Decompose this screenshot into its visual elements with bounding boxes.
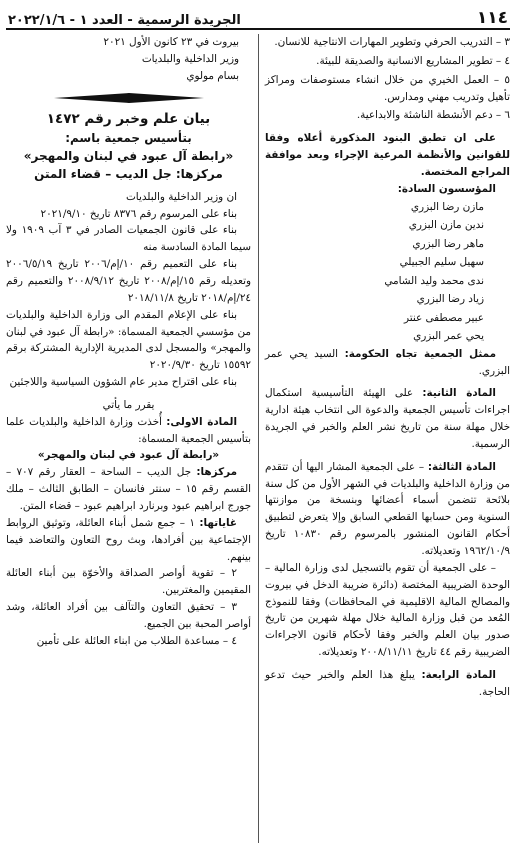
article-2-label: المادة الثانية: [422,387,496,400]
list-item: ٣ – التدريب الحرفي وتطوير المهارات الانتاجية للانسان. [274,36,510,48]
goal-item [6,515,251,566]
list-item: ٥ – العمل الخيري من خلال انشاء مستوصفات ومراكز تأهيل وتدريب مهني ومدارس. [265,73,510,103]
article-1-association-name: «رابطة آل عبود في لبنان والمهجر» [37,449,220,462]
founder-name: ندين مازن البزري [408,219,484,232]
article-3 [265,459,510,560]
founders-list [265,198,484,346]
column-divider [258,34,259,843]
article-1-text: أُخذت وزارة الداخلية والبلديات علما بتأسيس الجمعية المسماة: [6,415,251,445]
article-4-text: يبلغ هذا العلم والخبر حيث تدعو الحاجة. [265,668,510,698]
legal-basis: بناء على قانون الجمعيات الصادر في ٣ آب ١٩٠٩ ولا سيما المادة السادسة منه [6,224,251,254]
list-item: ٤ – تطوير المشاريع الانسانية والصديقة للبيئة. [316,54,510,67]
announcement-title: بيان علم وخبر رقم ١٤٧٢ [46,110,211,127]
founder-name: سهيل سليم الجبيلي [399,256,484,269]
signature-place-date: بيروت في ٢٣ كانون الأول ٢٠٢١ [103,36,239,48]
announcement-subtitle: بتأسيس جمعية باسم: [65,130,192,145]
minister-line: ان وزير الداخلية والبلديات [126,190,237,203]
founder-name: يحي عمر البزري [413,330,484,343]
page-header [6,2,510,30]
founder-name: زياد رضا البزري [416,293,484,306]
founder-name: ماهر رضا البزري [412,237,484,250]
legal-basis: بناء على اقتراح مدير عام الشؤون السياسية واللاجئين [9,376,237,389]
association-name: «رابطة آل عبود في لبنان والمهجر» [23,148,234,163]
legal-basis: بناء على التعميم رقم ١٠/إم/٢٠٠٦ تاريخ ٢٠٠٦/٥/١٩ وتعديله رقم ١٥/إم/٢٠٠٨ تاريخ ٢٠٠٨/٩/١٢ والتعميم رقم ٢٤/إم/٢٠١٨ تاريخ ٢٠١٨/١١/٨ [6,258,251,304]
seat-text: جل الديب – الساحة – العقار رقم ٧٠٧ – القسم رقم ١٥ – سنتر فانسان – الطابق الثالث – ملك جورج ابراهيم عبود وبرنارد ابراهيم عبود – قضاء المتن. [6,466,251,512]
founder-name: عبير مصطفى عنتر [403,311,484,324]
list-item: ٦ – دعم الأنشطة الناشئة والابداعية. [356,109,510,122]
association-seat: مركزها: جل الديب – قضاء المتن [34,166,223,181]
goal-item: ٣ – تحقيق التعاون والتآلف بين أفراد العائلة، وشد أواصر المحبة بين الجميع. [6,601,251,630]
left-column [6,34,251,650]
goal-text: ١ – جمع شمل أبناء العائلة، وتوثيق الروابط الإجتماعية بين أفرادها، وبث روح التعاون والتعاضد فيما بينهم. [6,516,251,563]
legal-basis: بناء على الإعلام المقدم الى وزارة الداخلية والبلديات من مؤسسي الجمعية المسماة: «رابطة آل عبود في لبنان والمهجر» والمسجل لدى المديرية الإدارية المشتركة برقم ١٥٥٩٢ تاريخ ٢٠٢٠/٩/٣٠ [6,308,251,372]
gov-representative [265,346,510,380]
diamond-ornament-icon [54,93,204,103]
article-1-label: المادة الاولى: [166,415,238,428]
gazette-title: الجريدة الرسمية - العدد ١ - ٢٠٢٢/١/٦ [8,13,241,28]
right-column [265,34,510,701]
section-ornament [54,93,204,103]
founder-name: ندى محمد وليد الشامي [384,274,484,287]
seat-label: مركزها: [196,466,238,479]
decides-heading: يقرر ما يأتي [102,398,155,411]
article-3-label: المادة الثالثة: [427,460,496,473]
founders-label: المؤسسون السادة: [397,182,496,195]
signature-block [6,34,251,85]
article-1 [6,414,251,448]
legal-basis: بناء على المرسوم رقم ٨٣٧٦ تاريخ ٢٠٢١/٩/١٠ [40,207,237,220]
founder-name: مازن رضا البزري [410,200,484,213]
goal-item: ٢ – تقوية أواصر الصداقة والأخوّة بين أبناء العائلة المقيمين والمغتربين. [6,567,251,597]
gov-rep-value: السيد يحي عمر البزري. [265,347,510,377]
article-2-text: على الهيئة التأسيسية استكمال اجراءات تأسيس الجمعية والدعوة الى انتخاب هيئة ادارية خلال مهلة سنة من تاريخ نشر العلم والخبر في الجريدة الرسمية. [265,387,510,450]
page-number: ١١٤ [476,8,508,28]
gov-rep-label: ممثل الجمعية تجاه الحكومة: [344,347,497,360]
commitment-clause: على ان تطبق البنود المذكورة أعلاه وفقا للقوانين والأنظمة المرعية الإجراء وبعد موافقة المراجع المختصة. [265,132,510,178]
article-4-label: المادة الرابعة: [421,668,496,681]
article-2 [265,385,510,452]
signature-name: بسام مولوي [186,69,239,82]
goals-label: غاياتها: [199,516,237,529]
signature-title: وزير الداخلية والبلديات [141,52,239,65]
article-3-text: – على الجمعية المشار اليها أن تتقدم من وزارة الداخلية والبلديات في الشهر الأول من كل سنة بلائحة تتضمن أسماء أعضائها وبنسخة من موازنتها السنوية ومن حسابها القطعي السابق وإلا يتعرض لتطبيق أحكام القانون المنشور بالمرسوم رقم ١٠٨٣٠ تاريخ ١٩٦٢/١٠/٩ وتعديلاته. [265,460,511,557]
seat-details [6,464,251,515]
goal-item: ٤ – مساعدة الطلاب من ابناء العائلة على تأمين [36,634,237,647]
article-3-text-2: – على الجمعية أن تقوم بالتسجيل لدى وزارة المالية – الوحدة الضريبية المختصة (دائرة ضريبة الدخل في بيروت والمصالح المالية الاقليمية في المحافظات) وفقا للنموذج المُعد من قبل وزارة المالية خلال مهلة شهرين من تاريخ صدور بيان العلم والخبر وفقا لأحكام قانون الاجراءات الضريبية رقم ٤٤ تاريخ ٢٠٠٨/١١/١١ وتعديلاته. [265,561,510,659]
article-4 [265,667,510,701]
